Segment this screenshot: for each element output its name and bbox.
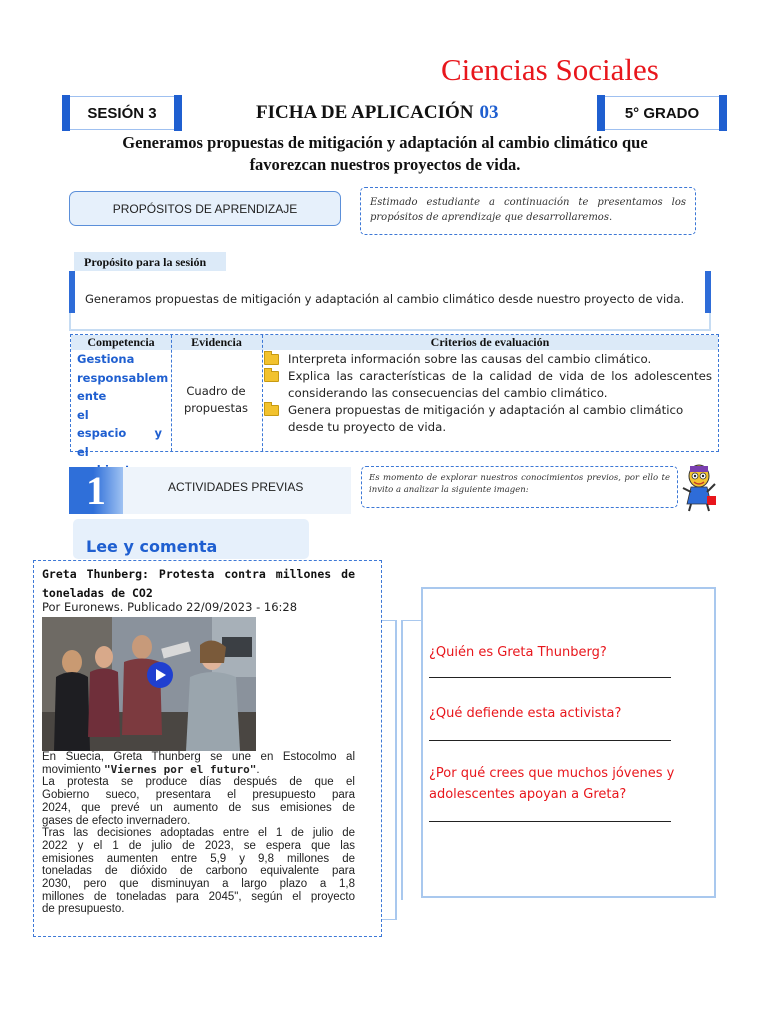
header-competencia: Competencia (87, 335, 155, 349)
folder-icon (264, 354, 279, 365)
session-purpose-text: Generamos propuestas de mitigación y adaptación al cambio climático desde nuestro proyecto de vida. (85, 292, 685, 306)
question-text: ¿Quién es Greta Thunberg? (429, 645, 607, 660)
article-body-line: La protesta se produce días después de que el (42, 776, 355, 789)
question-text: adolescentes apoyan a Greta? (429, 787, 627, 802)
article-body-line: de presupuesto. (42, 903, 125, 916)
question-3 (429, 763, 709, 805)
ficha-number: 03 (479, 102, 499, 123)
evidence-line: propuestas (183, 401, 248, 415)
read-section-title (86, 537, 217, 556)
competence-line (77, 387, 162, 424)
competence-line (77, 424, 162, 461)
article-body-line: 2024, que prevé un aumento de sus emisiones de (42, 801, 355, 814)
purposes-box-label: PROPÓSITOS DE APRENDIZAJE (112, 201, 298, 216)
criterion-text: Genera propuestas de mitigación y adaptación al cambio climático desde tu proyecto de vida. (288, 403, 684, 434)
ficha-label: FICHA DE APLICACIÓN (256, 102, 474, 123)
criterion-text: Explica las características de la calidad de vida de los adolescentes considerando las consecuencias del cambio climático. (288, 369, 712, 400)
article-body-line: millones de toneladas para 2045", según el proyecto (42, 890, 355, 903)
competence-text (77, 350, 169, 480)
competence-line: responsablem (77, 370, 169, 385)
questions-box (421, 587, 716, 898)
main-heading-line-2: favorezcan nuestros proyectos de vida. (249, 155, 521, 174)
grade-badge (598, 96, 726, 130)
question-text: ¿Por qué crees que muchos jóvenes y (429, 766, 675, 781)
article-body-line (42, 764, 355, 777)
protest-photo (42, 617, 256, 751)
folder-icon (264, 371, 279, 382)
article-title (42, 565, 355, 603)
read-section-label: Lee y comenta (86, 537, 218, 556)
article-body-line: toneladas de dióxido de carbono equivalente para (42, 865, 355, 878)
question-text: ¿Qué defiende esta activista? (429, 706, 622, 721)
evidence-text (172, 383, 260, 417)
answer-line-2[interactable] (429, 740, 671, 741)
criterion-item (288, 402, 708, 435)
article-title-line: Greta Thunberg: Protesta contra millones de (42, 567, 355, 581)
criterion-text: Interpreta información sobre las causas del cambio climático. (288, 352, 652, 366)
header-criterios: Criterios de evaluación (430, 335, 550, 349)
article-body-text: movimiento (42, 763, 104, 776)
article-body (42, 751, 355, 916)
article-body-line: Gobierno sueco, presentara el presupuesto para (42, 789, 355, 802)
article-body-line: 2022 y el 1 de julio de 2023, se espera que las (42, 839, 355, 852)
folder-icon (264, 405, 279, 416)
session-purpose-tab: Propósito para la sesión (74, 252, 226, 272)
student-mascot-icon (681, 462, 717, 512)
activities-note: Es momento de explorar nuestros conocimientos previos, por ello te invito a analizar la siguiente imagen: (361, 466, 678, 508)
question-1 (429, 642, 709, 663)
session-badge-label: SESIÓN 3 (87, 104, 157, 122)
main-heading-line-1: Generamos propuestas de mitigación y adaptación al cambio climático que (122, 133, 648, 152)
movement-name: "Viernes por el futuro" (104, 762, 257, 776)
competence-line: Gestiona (77, 352, 135, 366)
subject-title: Ciencias Sociales (441, 52, 659, 87)
article-body-line: gases de efecto invernadero. (42, 814, 191, 827)
ficha-title (256, 102, 498, 124)
article-byline: Por Euronews. Publicado 22/09/2023 - 16:28 (42, 600, 298, 614)
answer-line-1[interactable] (429, 677, 671, 678)
competence-word: ente el (77, 389, 107, 422)
header-evidencia: Evidencia (191, 335, 242, 349)
activities-label: ACTIVIDADES PREVIAS (168, 480, 304, 494)
evidence-line: Cuadro de (186, 384, 246, 398)
question-2 (429, 703, 709, 724)
article-body-line: 2030, pero que disminuyan a largo plazo a 1,8 (42, 878, 355, 891)
article-body-line: En Suecia, Greta Thunberg se une en Estocolmo al (42, 751, 355, 763)
criterion-item (288, 368, 712, 401)
criterion-item (288, 351, 712, 368)
grade-badge-label: 5° GRADO (624, 104, 700, 122)
purposes-box (69, 191, 341, 226)
article-body-text: . (256, 763, 260, 776)
column-divider (262, 335, 263, 451)
protest-photo-image (42, 617, 256, 751)
main-heading (60, 132, 710, 176)
criteria-table-header (71, 335, 718, 350)
purposes-note: Estimado estudiante a continuación te presentamos los propósitos de aprendizaje que desarrollaremos. (360, 187, 696, 235)
session-badge (63, 96, 181, 130)
competence-word: espacio y el (77, 426, 162, 459)
article-body-line: emisiones aumenten entre 5,9 y 9,8 millones de (42, 852, 355, 865)
activity-number: 1 (69, 467, 123, 514)
article-body-line: Tras las decisiones adoptadas entre el 1 de julio de (42, 827, 355, 840)
article-title-line: toneladas de CO2 (42, 586, 153, 600)
answer-line-3[interactable] (429, 821, 671, 822)
connector-bracket (382, 620, 422, 920)
